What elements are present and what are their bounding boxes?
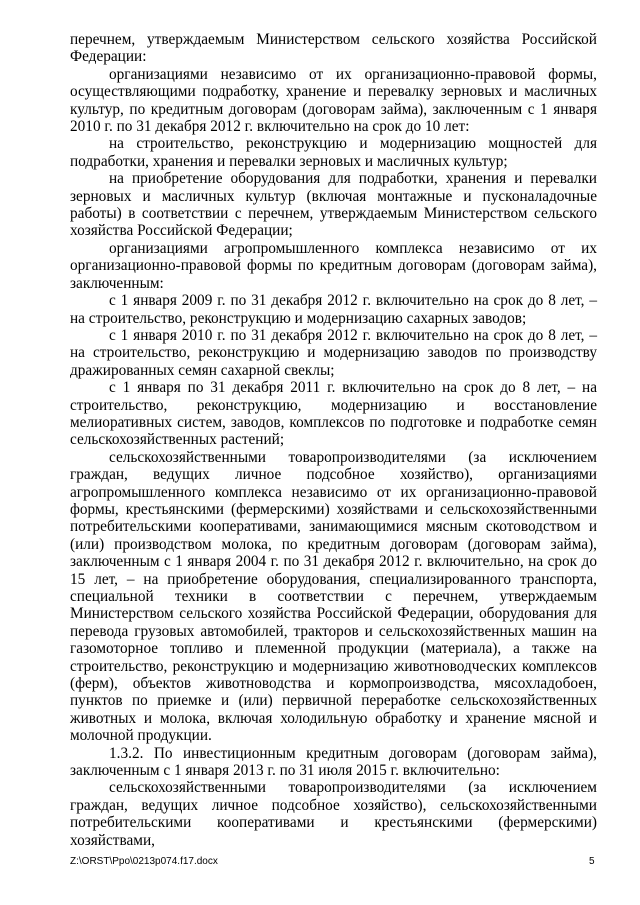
footer-file-path: Z:\ORST\Ppo\0213p074.f17.docx <box>70 856 218 867</box>
page-number: 5 <box>589 856 595 867</box>
paragraph: сельскохозяйственными товаропроизводителями (за исключением граждан, ведущих личное подсобное хозяйство), организациями агропромышленного комплекса независимо от их организационно-правовой формы, крестьянскими (фермерскими) хозяйствами и сельскохозяйственными потребительскими кооперативами, занимающимися мясным скотоводством и (или) производством молока, по кредитным договорам (договорам займа), заключенным с 1 января 2004 г. по 31 декабря 2012 г. включительно, на срок до 15 лет, – на приобретение оборудования, специализированного транспорта, специальной техники в соответствии с перечнем, утверждаемым Министерством сельского хозяйства Российской Федерации, оборудования для перевода грузовых автомобилей, тракторов и сельскохозяйственных машин на газомоторное топливо и племенной продукции (материала), а также на строительство, реконструкцию и модернизацию животноводческих комплексов (ферм), объектов животноводства и кормопроизводства, мясохладобоен, пунктов по приемке и (или) первичной переработке сельскохозяйственных животных и молока, включая холодильную обработку и хранение мясной и молочной продукции. <box>70 448 597 745</box>
paragraph: 1.3.2. По инвестиционным кредитным договорам (договорам займа), заключенным с 1 января 2013 г. по 31 июля 2015 г. включительно: <box>70 744 597 780</box>
paragraph: перечнем, утверждаемым Министерством сельского хозяйства Российской Федерации: <box>70 31 597 66</box>
document-body <box>70 31 597 849</box>
paragraph: с 1 января 2009 г. по 31 декабря 2012 г. включительно на срок до 8 лет, – на строительство, реконструкцию и модернизацию сахарных заводов; <box>70 292 597 327</box>
paragraph: на приобретение оборудования для подработки, хранения и перевалки зерновых и масличных культур (включая монтажные и пусконаладочные работы) в соответствии с перечнем, утверждаемым Министерством сельского хозяйства Российской Федерации; <box>70 170 597 240</box>
paragraph: сельскохозяйственными товаропроизводителями (за исключением граждан, ведущих личное подсобное хозяйство), сельскохозяйственными потребительскими кооперативами и крестьянскими (фермерскими) хозяйствами, <box>70 779 597 849</box>
paragraph: организациями агропромышленного комплекса независимо от их организационно-правовой формы по кредитным договорам (договорам займа), заключенным: <box>70 239 597 292</box>
paragraph: на строительство, реконструкцию и модернизацию мощностей для подработки, хранения и перевалки зерновых и масличных культур; <box>70 135 597 170</box>
paragraph: с 1 января 2010 г. по 31 декабря 2012 г. включительно на срок до 8 лет, – на строительство, реконструкцию и модернизацию заводов по производству дражированных семян сахарной свеклы; <box>70 326 597 379</box>
paragraph: с 1 января по 31 декабря 2011 г. включительно на срок до 8 лет, – на строительство, реконструкцию, модернизацию и восстановление мелиоративных систем, заводов, комплексов по подготовке и подработке семян сельскохозяйственных растений; <box>70 379 597 449</box>
paragraph: организациями независимо от их организационно-правовой формы, осуществляющими подработку, хранение и перевалку зерновых и масличных культур, по кредитным договорам (договорам займа), заключенным с 1 января 2010 г. по 31 декабря 2012 г. включительно на срок до 10 лет: <box>70 65 597 136</box>
